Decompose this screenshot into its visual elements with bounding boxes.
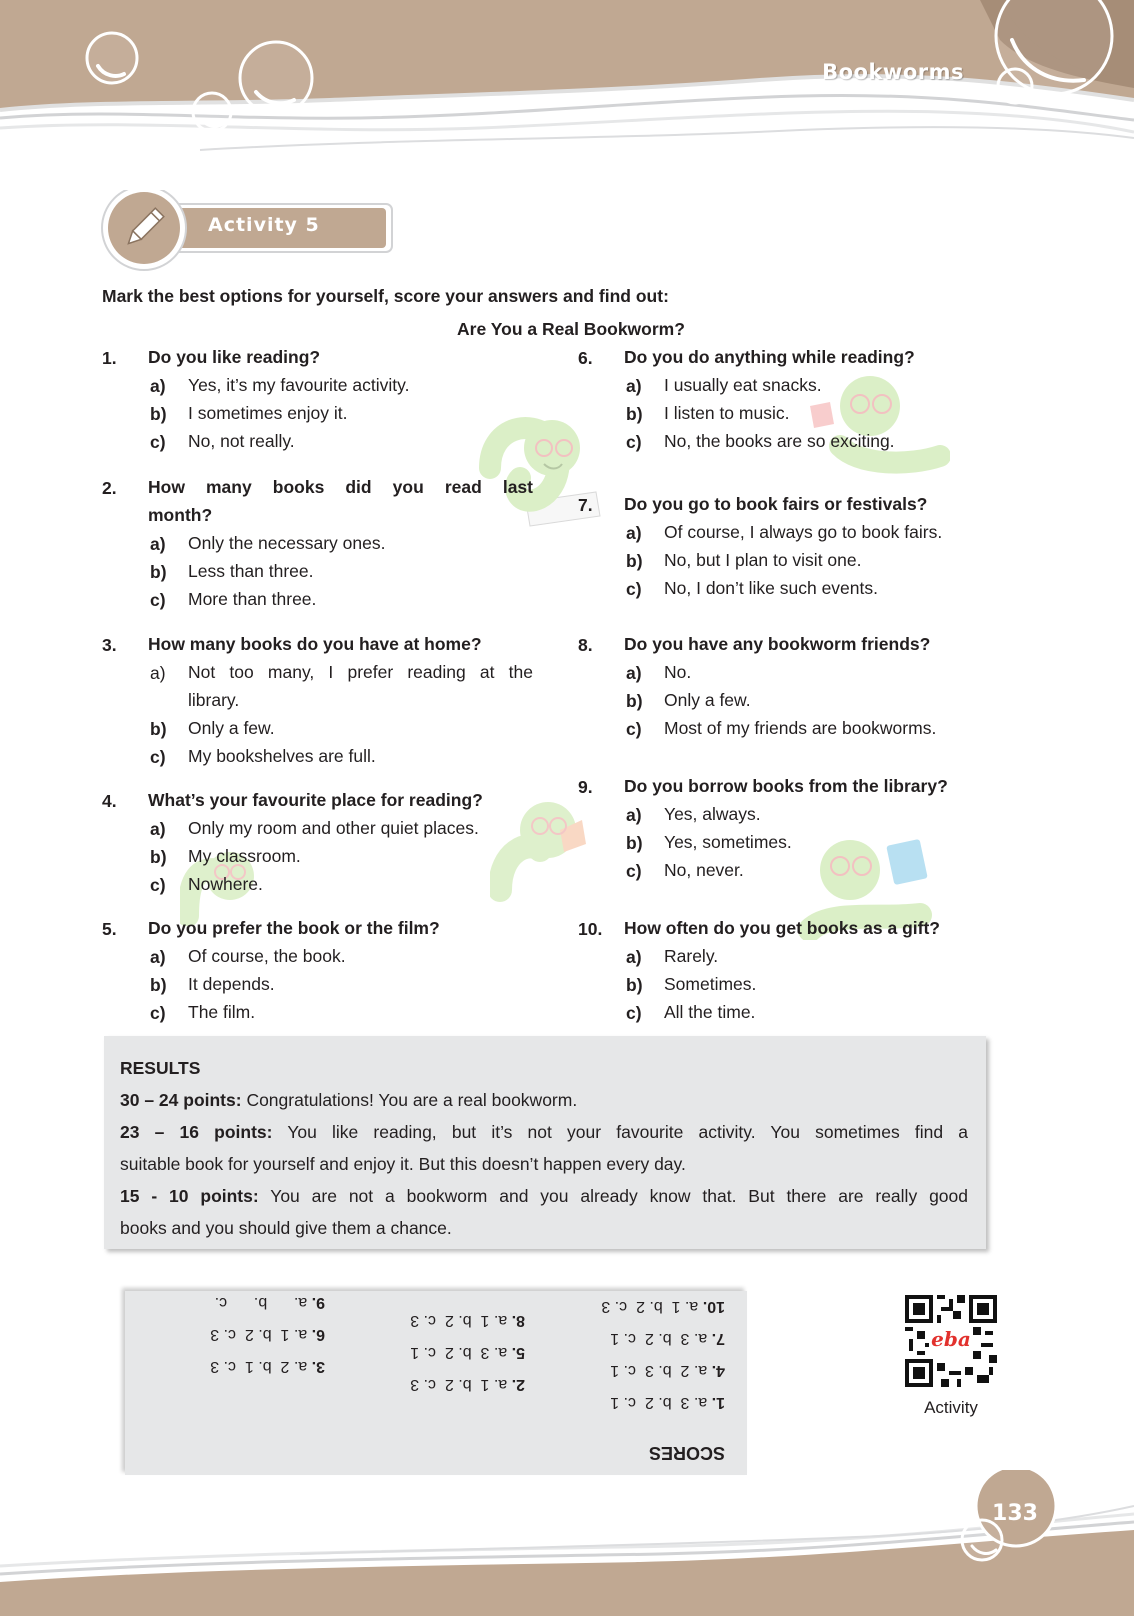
score-values: a. 3 b. 2 c. 1 [610, 1394, 712, 1411]
option-letter[interactable]: c) [626, 719, 642, 739]
question-text: month? [148, 505, 213, 525]
option-letter[interactable]: b) [150, 719, 167, 739]
option-letter[interactable]: b) [150, 404, 167, 424]
score-values: a. 3 b. 2 c. 1 [610, 1330, 712, 1347]
score-values: a. 1 b. 2 c. 3 [410, 1376, 512, 1393]
question-text: Do you do anything while reading? [624, 347, 915, 367]
option-text[interactable]: Most of my friends are bookworms. [664, 718, 937, 738]
option-text[interactable]: Of course, the book. [188, 946, 346, 966]
option-text[interactable]: The film. [188, 1002, 256, 1022]
option-letter[interactable]: b) [150, 847, 167, 867]
question-text: Do you like reading? [148, 347, 321, 367]
option-letter[interactable]: a) [150, 376, 166, 396]
qr-logo-text: eba [931, 1327, 971, 1352]
option-letter[interactable]: a) [150, 534, 166, 554]
qr-code[interactable] [905, 1295, 997, 1387]
option-text[interactable]: Of course, I always go to book fairs. [664, 522, 943, 542]
question-number: 6. [578, 348, 593, 368]
option-text[interactable]: More than three. [188, 589, 317, 609]
score-num: 1. [711, 1394, 725, 1411]
score-num: 10. [702, 1298, 725, 1315]
question-number: 3. [102, 635, 117, 655]
option-letter[interactable]: b) [626, 833, 643, 853]
option-text[interactable]: It depends. [188, 974, 275, 994]
activity-label: Activity 5 [208, 214, 320, 236]
question-number: 9. [578, 777, 593, 797]
question-text: Do you prefer the book or the film? [148, 918, 440, 938]
question-text: How many books did you read last [148, 477, 533, 497]
option-letter[interactable]: c) [150, 747, 166, 767]
option-text[interactable]: No. [664, 662, 692, 682]
score-values: a. 1 b. 2 c. 3 [210, 1326, 312, 1343]
option-letter[interactable]: a) [626, 805, 642, 825]
option-letter[interactable]: c) [626, 579, 642, 599]
score-num: 6. [311, 1326, 325, 1343]
option-text[interactable]: Only a few. [664, 690, 751, 710]
option-letter[interactable]: c) [626, 432, 642, 452]
scores-upside-down [125, 1291, 747, 1475]
option-letter[interactable]: c) [626, 1003, 642, 1023]
chapter-title: Bookworms [822, 60, 964, 84]
score-values: a. 3 b. 2 c. 1 [410, 1344, 512, 1361]
option-text[interactable]: Only the necessary ones. [188, 533, 386, 553]
scores-row [601, 1279, 725, 1333]
option-text[interactable]: Yes, it’s my favourite activity. [188, 375, 410, 395]
question-text: Do you go to book fairs or festivals? [624, 494, 928, 514]
option-text[interactable]: Nowhere. [188, 874, 263, 894]
option-text[interactable]: Only my room and other quiet places. [188, 818, 479, 838]
score-values: a. 2 b. 3 c. 1 [610, 1362, 712, 1379]
score-num: 2. [511, 1376, 525, 1393]
question-number: 10. [578, 919, 603, 939]
option-text[interactable]: No, I don’t like such events. [664, 578, 878, 598]
option-letter[interactable]: c) [150, 590, 166, 610]
option-text[interactable]: No, never. [664, 860, 744, 880]
question-text: How often do you get books as a gift? [624, 918, 940, 938]
question-number: 1. [102, 348, 117, 368]
score-values: a. 1 b. 2 c. 3 [410, 1312, 512, 1329]
option-letter[interactable]: b) [626, 975, 643, 995]
option-text[interactable]: No, but I plan to visit one. [664, 550, 862, 570]
footer-banner [0, 1470, 1134, 1616]
option-text[interactable]: Only a few. [188, 718, 275, 738]
question-text: How many books do you have at home? [148, 634, 482, 654]
score-num: 7. [711, 1330, 725, 1347]
result-range-1 [120, 1084, 577, 1116]
question-number: 2. [102, 478, 117, 498]
question-text: Do you have any bookworm friends? [624, 634, 931, 654]
option-letter[interactable]: a) [150, 947, 166, 967]
result-text: Congratulations! You are a real bookworm. [241, 1090, 578, 1110]
pencil-icon [118, 202, 170, 254]
score-values: a. 1 b. 2 c. 3 [601, 1298, 703, 1315]
option-text[interactable]: My classroom. [188, 846, 301, 866]
option-letter[interactable]: c) [150, 432, 166, 452]
option-letter[interactable]: a) [626, 523, 642, 543]
option-text[interactable]: My bookshelves are full. [188, 746, 376, 766]
option-letter[interactable]: a) [626, 947, 642, 967]
option-text[interactable]: library. [188, 690, 240, 710]
result-text: You are not a bookworm and you already know that. But there are really good [258, 1186, 968, 1206]
question-text: Do you borrow books from the library? [624, 776, 948, 796]
instruction-text: Mark the best options for yourself, score your answers and find out: [102, 286, 669, 306]
result-label: 23 – 16 points: [120, 1122, 273, 1142]
score-values: a. b. c. [214, 1294, 312, 1311]
question-number: 5. [102, 919, 117, 939]
score-num: 5. [511, 1344, 525, 1361]
result-range-3 [120, 1180, 968, 1212]
option-text[interactable]: Sometimes. [664, 974, 757, 994]
bookworm-illustration-2 [800, 366, 950, 476]
scores-title: SCORES [648, 1443, 725, 1463]
option-text[interactable]: Yes, always. [664, 804, 761, 824]
page-number: 133 [992, 1501, 1038, 1526]
score-num: 8. [511, 1312, 525, 1329]
option-letter[interactable]: c) [150, 1003, 166, 1023]
question-number: 7. [578, 495, 593, 515]
option-letter[interactable]: c) [626, 861, 642, 881]
result-text: suitable book for yourself and enjoy it. But this doesn’t happen every day. [120, 1154, 686, 1174]
option-text[interactable]: I sometimes enjoy it. [188, 403, 348, 423]
option-letter[interactable]: a) [150, 663, 166, 683]
score-values: a. 2 b. 1 c. 3 [210, 1358, 312, 1375]
option-text[interactable]: All the time. [664, 1002, 756, 1022]
results-title: RESULTS [120, 1058, 201, 1078]
option-text[interactable]: Rarely. [664, 946, 719, 966]
bookworm-illustration-3 [490, 790, 610, 910]
score-num: 4. [711, 1362, 725, 1379]
option-letter[interactable]: c) [150, 875, 166, 895]
result-text: You like reading, but it’s not your favourite activity. You sometimes find a [272, 1122, 968, 1142]
option-letter[interactable]: a) [150, 819, 166, 839]
option-letter[interactable]: b) [626, 404, 643, 424]
option-letter[interactable]: b) [626, 691, 643, 711]
option-letter[interactable]: b) [150, 562, 167, 582]
result-range-2 [120, 1116, 968, 1148]
option-letter[interactable]: a) [626, 663, 642, 683]
question-number: 8. [578, 635, 593, 655]
result-label: 15 - 10 points: [120, 1186, 259, 1206]
option-letter[interactable]: b) [150, 975, 167, 995]
option-text[interactable]: Not too many, I prefer reading at the [188, 662, 533, 682]
score-num: 3. [311, 1358, 325, 1375]
option-text[interactable]: No, not really. [188, 431, 295, 451]
option-text[interactable]: I usually eat snacks. [664, 375, 822, 395]
scores-panel [125, 1291, 747, 1475]
result-text: books and you should give them a chance. [120, 1218, 452, 1238]
question-number: 4. [102, 791, 117, 811]
qr-label: Activity [924, 1398, 978, 1417]
option-text[interactable]: I listen to music. [664, 403, 790, 423]
score-num: 9. [311, 1294, 325, 1311]
quiz-title: Are You a Real Bookworm? [457, 319, 685, 339]
result-label: 30 – 24 points: [120, 1090, 242, 1110]
question-text: What’s your favourite place for reading? [148, 790, 483, 810]
option-letter[interactable]: a) [626, 376, 642, 396]
option-text[interactable]: No, the books are so exciting. [664, 431, 895, 451]
option-letter[interactable]: b) [626, 551, 643, 571]
option-text[interactable]: Less than three. [188, 561, 314, 581]
option-text[interactable]: Yes, sometimes. [664, 832, 792, 852]
